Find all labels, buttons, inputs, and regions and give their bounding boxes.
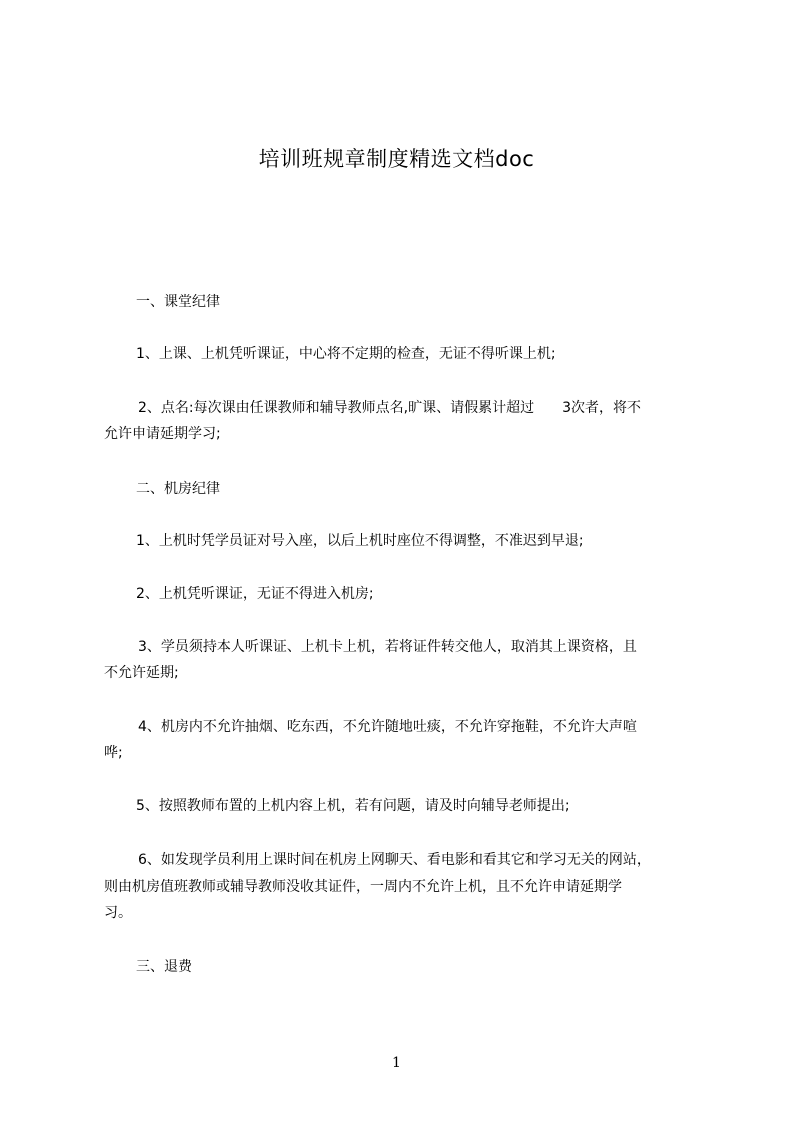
lab-rule-3-line-1: 3、学员须持本人听课证、上机卡上机，若将证件转交他人，取消其上课资格，且 bbox=[138, 639, 637, 655]
lab-rule-6-line-3: 习。 bbox=[104, 905, 132, 921]
lab-rule-5: 5、按照教师布置的上机内容上机，若有问题，请及时向辅导老师提出; bbox=[136, 798, 570, 814]
section-heading-classroom-discipline: 一、课堂纪律 bbox=[136, 294, 220, 310]
document-title: 培训班规章制度精选文档doc bbox=[258, 147, 535, 171]
lab-rule-6-line-2: 则由机房值班教师或辅导教师没收其证件，一周内不允许上机，且不允许申请延期学 bbox=[104, 879, 622, 895]
lab-rule-4-line-1: 4、机房内不允许抽烟、吃东西，不允许随地吐痰，不允许穿拖鞋，不允许大声喧 bbox=[138, 719, 637, 735]
classroom-rule-1: 1、上课、上机凭听课证，中心将不定期的检查，无证不得听课上机; bbox=[136, 346, 556, 362]
page-number: 1 bbox=[392, 1055, 401, 1071]
lab-rule-6-line-1: 6、如发现学员利用上课时间在机房上网聊天、看电影和看其它和学习无关的网站， bbox=[138, 852, 651, 868]
section-heading-lab-discipline: 二、机房纪律 bbox=[136, 481, 220, 497]
lab-rule-2: 2、上机凭听课证，无证不得进入机房; bbox=[136, 586, 374, 602]
section-heading-refund: 三、退费 bbox=[136, 959, 192, 975]
lab-rule-1: 1、上机时凭学员证对号入座，以后上机时座位不得调整，不准迟到早退; bbox=[136, 533, 584, 549]
lab-rule-3-line-2: 不允许延期; bbox=[104, 665, 179, 681]
lab-rule-4-line-2: 哗; bbox=[104, 745, 123, 761]
classroom-rule-2-line-1: 2、点名:每次课由任课教师和辅导教师点名,旷课、请假累计超过 3次者，将不 bbox=[138, 400, 641, 416]
classroom-rule-2-line-2: 允许申请延期学习; bbox=[104, 426, 221, 442]
